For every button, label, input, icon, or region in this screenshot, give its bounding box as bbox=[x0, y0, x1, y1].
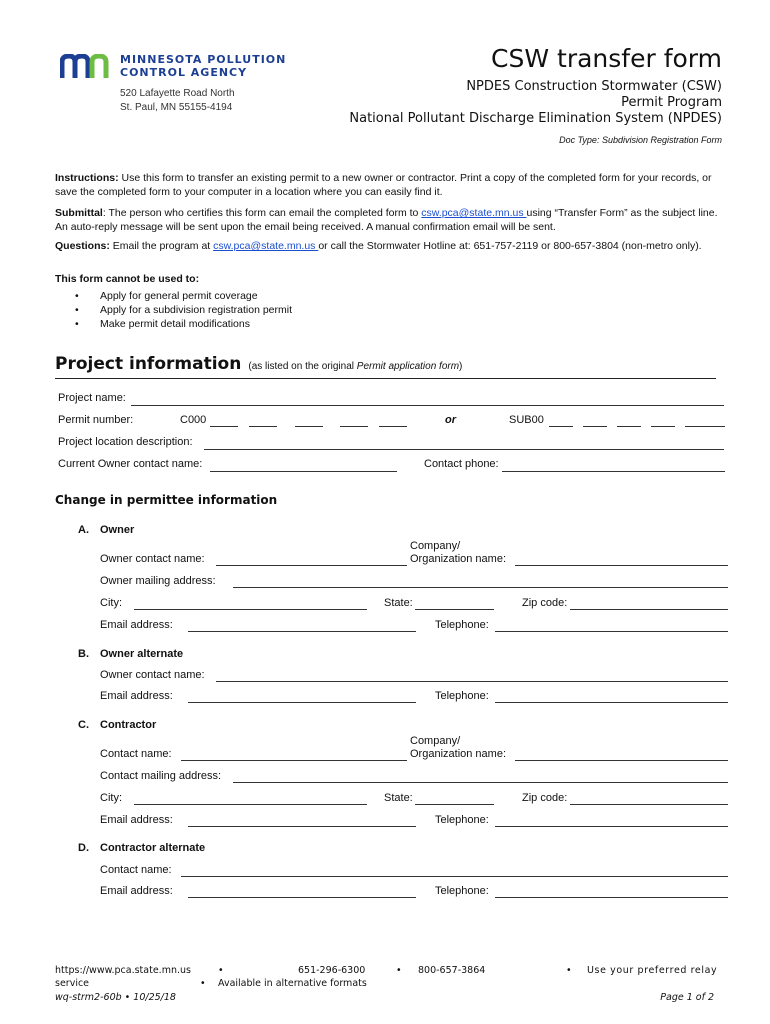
form-subtitle-1: NPDES Construction Stormwater (CSW) bbox=[466, 79, 722, 94]
list-item: • Make permit detail modifications bbox=[75, 318, 250, 330]
owner-state-field[interactable] bbox=[415, 597, 494, 610]
c000-field-1[interactable] bbox=[210, 414, 238, 427]
owner-telephone-label: Telephone: bbox=[435, 619, 489, 631]
or-label: or bbox=[445, 414, 456, 426]
instructions-label: Instructions: bbox=[55, 172, 119, 184]
footer bbox=[0, 960, 770, 1010]
section-a-letter: A. bbox=[78, 524, 89, 536]
footer-service: service bbox=[55, 978, 90, 989]
submittal-paragraph bbox=[55, 206, 720, 234]
contractor-company-label: Company/ bbox=[410, 735, 461, 747]
questions-email-link[interactable]: csw.pca@state.mn.us bbox=[213, 240, 319, 252]
agency-logo bbox=[60, 52, 300, 122]
contractor-email-label: Email address: bbox=[100, 814, 173, 826]
project-name-field[interactable] bbox=[131, 393, 724, 406]
c000-field-3[interactable] bbox=[295, 414, 323, 427]
project-heading-note: (as listed on the original Permit application form) bbox=[248, 361, 463, 372]
sub00-field-5[interactable] bbox=[685, 414, 725, 427]
instructions-text: Use this form to transfer an existing permit to a new owner or contractor. Print a copy of the completed form for your records, or save the completed form to your computer in a location where you can easily find it. bbox=[55, 172, 712, 198]
owner-zip-label: Zip code: bbox=[522, 597, 568, 609]
contractor-alt-email-field[interactable] bbox=[188, 885, 416, 898]
c000-field-4[interactable] bbox=[340, 414, 368, 427]
contractor-alt-telephone-label: Telephone: bbox=[435, 885, 489, 897]
contractor-zip-label: Zip code: bbox=[522, 792, 568, 804]
contractor-alt-email-label: Email address: bbox=[100, 885, 173, 897]
cannot-use-list bbox=[75, 289, 292, 331]
section-d-letter: D. bbox=[78, 842, 89, 854]
contractor-org-label: Organization name: bbox=[410, 748, 506, 760]
owner-mailing-label: Owner mailing address: bbox=[100, 575, 216, 587]
c000-field-2[interactable] bbox=[249, 414, 277, 427]
owner-alt-contact-label: Owner contact name: bbox=[100, 669, 205, 681]
c000-field-5[interactable] bbox=[379, 414, 407, 427]
agency-name-line1: MINNESOTA POLLUTION bbox=[120, 53, 287, 66]
contact-phone-label: Contact phone: bbox=[424, 458, 499, 470]
submittal-text-pre: : The person who certifies this form can email the completed form to bbox=[102, 207, 422, 219]
doc-type: Doc Type: Subdivision Registration Form bbox=[559, 135, 722, 145]
form-subtitle-2: Permit Program bbox=[621, 95, 722, 110]
org-name-label: Organization name: bbox=[410, 553, 506, 565]
agency-name-line2: CONTROL AGENCY bbox=[120, 66, 248, 79]
footer-alt-formats: Available in alternative formats bbox=[218, 978, 367, 989]
section-a-title: Owner bbox=[100, 524, 135, 536]
sub00-field-3[interactable] bbox=[617, 414, 641, 427]
questions-label: Questions: bbox=[55, 240, 110, 252]
list-item: • Apply for general permit coverage bbox=[75, 290, 258, 302]
contractor-city-label: City: bbox=[100, 792, 122, 804]
agency-address-line2: St. Paul, MN 55155-4194 bbox=[120, 102, 233, 113]
questions-text-pre: Email the program at bbox=[109, 240, 214, 252]
contractor-mailing-field[interactable] bbox=[233, 770, 728, 783]
footer-relay: Use your preferred relay bbox=[587, 965, 718, 976]
contractor-contact-label: Contact name: bbox=[100, 748, 172, 760]
footer-bullet: • bbox=[218, 965, 224, 976]
contractor-state-label: State: bbox=[384, 792, 413, 804]
footer-bullet: • bbox=[566, 965, 572, 976]
sub00-field-4[interactable] bbox=[651, 414, 675, 427]
company-label: Company/ bbox=[410, 540, 461, 552]
owner-zip-field[interactable] bbox=[570, 597, 728, 610]
owner-contact-field[interactable] bbox=[216, 553, 407, 566]
location-field[interactable] bbox=[204, 437, 724, 450]
section-c-letter: C. bbox=[78, 719, 89, 731]
current-owner-label: Current Owner contact name: bbox=[58, 458, 203, 470]
sub00-field-1[interactable] bbox=[549, 414, 573, 427]
owner-alt-contact-field[interactable] bbox=[216, 669, 728, 682]
owner-city-field[interactable] bbox=[134, 597, 367, 610]
footer-phone-2: 800-657-3864 bbox=[418, 965, 486, 976]
location-label: Project location description: bbox=[58, 436, 193, 448]
project-heading-rule bbox=[55, 378, 716, 379]
agency-address-line1: 520 Lafayette Road North bbox=[120, 88, 235, 99]
owner-email-label: Email address: bbox=[100, 619, 173, 631]
owner-alt-telephone-field[interactable] bbox=[495, 690, 728, 703]
current-owner-field[interactable] bbox=[210, 459, 397, 472]
owner-alt-telephone-label: Telephone: bbox=[435, 690, 489, 702]
project-name-label: Project name: bbox=[58, 392, 126, 404]
project-heading-text: Project information bbox=[55, 354, 242, 374]
owner-telephone-field[interactable] bbox=[495, 619, 728, 632]
contact-phone-field[interactable] bbox=[502, 459, 725, 472]
form-subtitle-3: National Pollutant Discharge Elimination System (NPDES) bbox=[349, 111, 722, 126]
contractor-email-field[interactable] bbox=[188, 814, 416, 827]
cannot-use-label: This form cannot be used to: bbox=[55, 273, 200, 285]
footer-bullet: • bbox=[200, 978, 206, 989]
section-c-title: Contractor bbox=[100, 719, 157, 731]
contractor-state-field[interactable] bbox=[415, 792, 494, 805]
owner-contact-label: Owner contact name: bbox=[100, 553, 205, 565]
footer-page-number: Page 1 of 2 bbox=[660, 992, 714, 1003]
contractor-telephone-field[interactable] bbox=[495, 814, 728, 827]
owner-email-field[interactable] bbox=[188, 619, 416, 632]
project-information-heading bbox=[55, 354, 462, 374]
submittal-email-link[interactable]: csw.pca@state.mn.us bbox=[421, 207, 527, 219]
footer-phone-1: 651-296-6300 bbox=[298, 965, 366, 976]
owner-mailing-field[interactable] bbox=[233, 575, 728, 588]
section-d-title: Contractor alternate bbox=[100, 842, 206, 854]
sub00-field-2[interactable] bbox=[583, 414, 607, 427]
owner-alt-email-field[interactable] bbox=[188, 690, 416, 703]
contractor-telephone-label: Telephone: bbox=[435, 814, 489, 826]
submittal-label: Submittal bbox=[55, 207, 103, 219]
list-item: • Apply for a subdivision registration permit bbox=[75, 304, 293, 316]
questions-text-post: or call the Stormwater Hotline at: 651-757-2119 or 800-657-3804 (non-metro only). bbox=[318, 240, 702, 252]
section-b-title: Owner alternate bbox=[100, 648, 184, 660]
questions-paragraph bbox=[55, 239, 715, 253]
contractor-org-field[interactable] bbox=[515, 748, 728, 761]
submittal-text-post: using “Transfer Form” as the subject line. An auto-reply message will be sent upon the email being received. A manual confirmation email will be sent. bbox=[55, 207, 718, 233]
instructions-paragraph bbox=[55, 171, 715, 199]
form-title: CSW transfer form bbox=[491, 44, 722, 73]
footer-website: https://www.pca.state.mn.us bbox=[55, 965, 191, 976]
contractor-mailing-label: Contact mailing address: bbox=[100, 770, 222, 782]
owner-org-field[interactable] bbox=[515, 553, 728, 566]
owner-alt-email-label: Email address: bbox=[100, 690, 173, 702]
contractor-alt-telephone-field[interactable] bbox=[495, 885, 728, 898]
owner-city-label: City: bbox=[100, 597, 122, 609]
sub00-prefix: SUB00 bbox=[509, 414, 544, 426]
contractor-zip-field[interactable] bbox=[570, 792, 728, 805]
footer-bullet: • bbox=[396, 965, 402, 976]
section-b-letter: B. bbox=[78, 648, 89, 660]
contractor-alt-contact-field[interactable] bbox=[181, 864, 728, 877]
owner-state-label: State: bbox=[384, 597, 413, 609]
contractor-city-field[interactable] bbox=[134, 792, 367, 805]
permit-number-label: Permit number: bbox=[58, 414, 134, 426]
contractor-contact-field[interactable] bbox=[181, 748, 407, 761]
change-heading: Change in permittee information bbox=[55, 493, 278, 507]
c000-prefix: C000 bbox=[180, 414, 207, 426]
mpca-logo-mark-icon bbox=[60, 54, 116, 80]
contractor-alt-contact-label: Contact name: bbox=[100, 864, 172, 876]
footer-doc-id: wq-strm2-60b • 10/25/18 bbox=[55, 992, 176, 1003]
